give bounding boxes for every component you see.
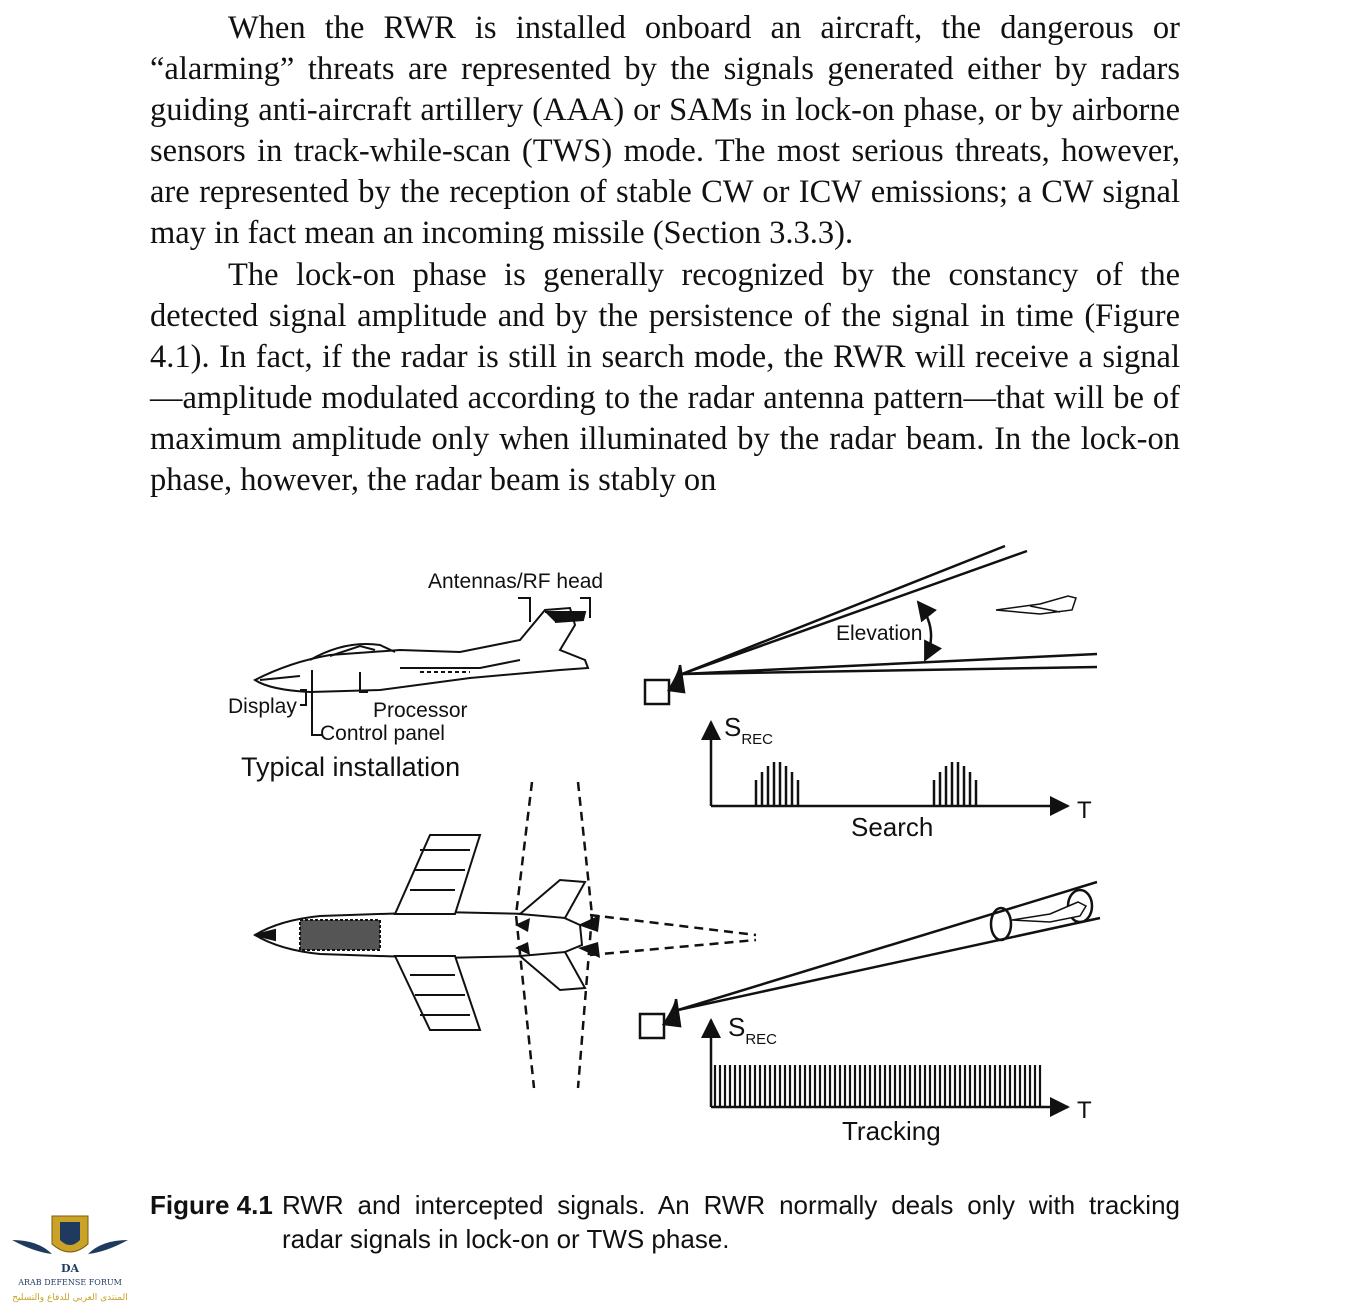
paragraph-2: The lock-on phase is generally recognized by the constancy of the detected signal amplitude and by the persistence of the signal in time (Figure 4.1). In fact, if the radar is still in search mode, the RWR will receive a signal—amplitude modulated according to the radar antenna pattern—that will be of maximum amplitude only when illuminated by the radar beam. In the lock-on phase, however, the radar beam is stably on	[150, 256, 1180, 499]
watermark-arabic: المنتدى العربي للدفاع والتسليح	[12, 1293, 128, 1303]
side-antenna-arrow-upper	[515, 918, 530, 932]
caption-text: RWR and intercepted signals. An RWR normally deals only with tracking radar signals in lock-on or TWS phase.	[282, 1190, 1180, 1254]
figure-caption	[150, 1188, 1180, 1256]
label-tracking: Tracking	[842, 1116, 941, 1146]
label-search: Search	[851, 812, 934, 842]
rear-antenna-arrow-lower	[578, 942, 600, 958]
s-rec-label-search: $S_{REC}$	[724, 712, 774, 748]
label-elevation: Elevation	[836, 622, 923, 645]
coverage-lines	[516, 782, 756, 1088]
watermark-logo	[8, 1210, 132, 1306]
search-radar	[645, 546, 1097, 704]
side-aircraft-illustration	[255, 608, 588, 692]
caption-label: Figure 4.1	[150, 1190, 273, 1220]
top-aircraft-illustration	[255, 835, 585, 1030]
label-antennas: Antennas/RF head	[428, 570, 604, 593]
search-pulses	[756, 762, 976, 806]
search-target-aircraft	[996, 596, 1076, 614]
rear-antenna-arrow-upper	[578, 915, 600, 932]
tracking-pulses	[715, 1065, 1040, 1107]
side-antenna-arrow-lower	[515, 942, 530, 955]
t-axis-label-search: T	[1077, 797, 1092, 824]
s-rec-label-tracking: $S_{REC}$	[728, 1012, 778, 1048]
t-axis-label-tracking: T	[1077, 1097, 1092, 1124]
wing-right-icon	[88, 1240, 128, 1254]
watermark-da: DA	[60, 1262, 80, 1275]
tracking-radar	[640, 882, 1100, 1038]
label-processor: Processor	[373, 699, 468, 722]
paragraph-1: When the RWR is installed onboard an aircraft, the dangerous or “alarming” threats are represented by the signals generated either by radars guiding anti-aircraft artillery (AAA) or SAMs in lock-on phase, or by airborne sensors in track-while-scan (TWS) mode. The most serious threats, however, are represented by the reception of stable CW or ICW emissions; a CW signal may in fact mean an incoming missile (Section 3.3.3).	[150, 10, 1180, 252]
watermark-english: ARAB DEFENSE FORUM	[18, 1278, 122, 1287]
label-display: Display	[228, 695, 297, 718]
shield-icon	[52, 1216, 88, 1252]
search-signal-plot	[711, 722, 1068, 806]
wing-left-icon	[12, 1240, 52, 1254]
side-callouts	[300, 598, 590, 735]
label-typical-installation: Typical installation	[241, 752, 461, 782]
tracking-signal-plot	[711, 1020, 1068, 1107]
tracking-target-aircraft	[1012, 902, 1086, 922]
label-control-panel: Control panel	[320, 722, 445, 745]
body-text	[150, 8, 1180, 501]
